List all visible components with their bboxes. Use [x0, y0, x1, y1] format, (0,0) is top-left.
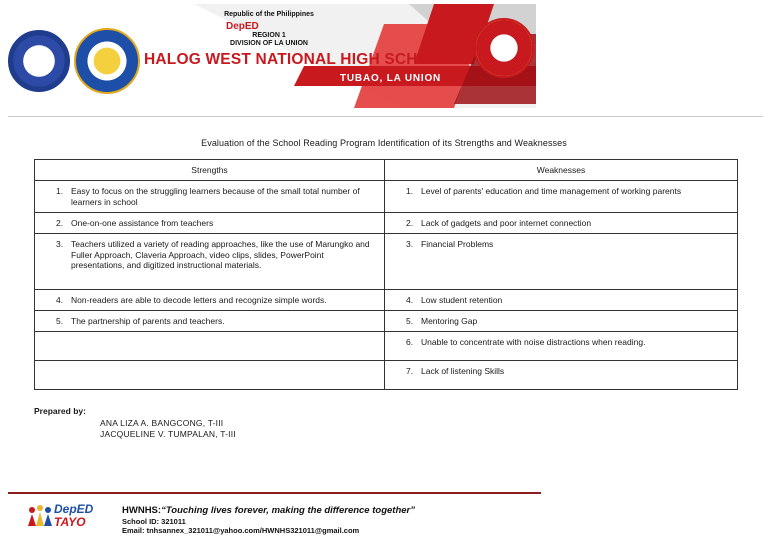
- strength-text: Teachers utilized a variety of reading approaches, like the use of Marungko and Fuller Approach, Claveria Approach, video clips, slides, PowerPoint presentations, and digitized instructional materials.: [71, 239, 370, 270]
- header-town: TUBAO, LA UNION: [340, 73, 442, 84]
- school-seal-icon: [474, 18, 534, 78]
- motto-text: “Touching lives forever, making the difference together”: [161, 505, 415, 516]
- header-division: DIVISION OF LA UNION: [230, 40, 308, 47]
- deped-seal-icon: [8, 30, 70, 92]
- header-deped-logo: DepED: [226, 21, 259, 32]
- table-header-row: [35, 160, 738, 181]
- document-title: Evaluation of the School Reading Program Identification of its Strengths and Weaknesses: [201, 138, 567, 148]
- item-number: 5.: [406, 316, 414, 326]
- letterhead-banner: [4, 4, 536, 108]
- table-row: [35, 361, 738, 390]
- table-row: [35, 181, 738, 213]
- item-number: 4.: [406, 295, 414, 305]
- strength-cell: [35, 234, 385, 290]
- table-row: [35, 311, 738, 332]
- strength-text: One-on-one assistance from teachers: [71, 218, 214, 228]
- table-row: [35, 213, 738, 234]
- weakness-cell: [385, 361, 738, 390]
- weakness-text: Mentoring Gap: [421, 316, 478, 326]
- weakness-text: Lack of gadgets and poor internet connection: [421, 218, 592, 228]
- people-figures-icon: [26, 504, 54, 530]
- item-number: 1.: [406, 186, 414, 196]
- weakness-cell: [385, 181, 738, 213]
- strength-cell: [35, 311, 385, 332]
- division-seal-icon: [74, 28, 140, 94]
- table-row: [35, 332, 738, 361]
- weakness-text: Unable to concentrate with noise distractions when reading.: [421, 337, 646, 347]
- column-header-strengths: Strengths: [35, 160, 385, 181]
- weakness-text: Low student retention: [421, 295, 503, 305]
- header-region: REGION 1: [252, 32, 286, 39]
- weakness-text: Lack of listening Skills: [421, 366, 505, 376]
- footer-logo-tayo: TAYO: [54, 515, 86, 529]
- table-row: [35, 234, 738, 290]
- footer-motto: [122, 505, 415, 516]
- item-number: 4.: [56, 295, 64, 305]
- column-header-weaknesses: Weaknesses: [385, 160, 738, 181]
- footer-school-id: School ID: 321011: [122, 517, 186, 526]
- weakness-text: Financial Problems: [421, 239, 494, 249]
- prepared-by-label: Prepared by:: [34, 406, 86, 416]
- strength-text: Non-readers are able to decode letters and recognize simple words.: [71, 295, 327, 305]
- item-number: 6.: [406, 337, 414, 347]
- weakness-cell: [385, 234, 738, 290]
- header-school-name: HALOG WEST NATIONAL HIGH SCHOOL: [144, 51, 452, 68]
- weakness-text: Level of parents' education and time management of working parents: [421, 186, 682, 196]
- weakness-cell: [385, 311, 738, 332]
- strength-cell: [35, 213, 385, 234]
- weakness-cell: [385, 332, 738, 361]
- footer-email: Email: tnhsannex_321011@yahoo.com/HWNHS321011@gmail.com: [122, 526, 360, 535]
- weakness-cell: [385, 213, 738, 234]
- item-number: 2.: [406, 218, 414, 228]
- item-number: 1.: [56, 186, 64, 196]
- footer-divider: [8, 492, 541, 494]
- strength-cell: [35, 290, 385, 311]
- item-number: 2.: [56, 218, 64, 228]
- footer-logo-deped: DepED: [54, 502, 94, 516]
- weakness-cell: [385, 290, 738, 311]
- strength-text: Easy to focus on the struggling learners because of the small total number of learners in school: [71, 186, 360, 207]
- table-row: [35, 290, 738, 311]
- evaluation-table: [34, 159, 738, 390]
- item-number: 5.: [56, 316, 64, 326]
- strength-cell: [35, 181, 385, 213]
- header-divider: [8, 116, 763, 117]
- item-number: 7.: [406, 366, 414, 376]
- motto-prefix: HWNHS:: [122, 505, 162, 516]
- preparer-name: ANA LIZA A. BANGCONG, T-III: [100, 418, 224, 428]
- strength-cell: [35, 332, 385, 361]
- deped-tayo-logo: [26, 502, 116, 532]
- item-number: 3.: [56, 239, 64, 249]
- strength-text: The partnership of parents and teachers.: [71, 316, 225, 326]
- header-republic: Republic of the Philippines: [224, 11, 314, 18]
- item-number: 3.: [406, 239, 414, 249]
- strength-cell: [35, 361, 385, 390]
- preparer-name: JACQUELINE V. TUMPALAN, T-III: [100, 429, 236, 439]
